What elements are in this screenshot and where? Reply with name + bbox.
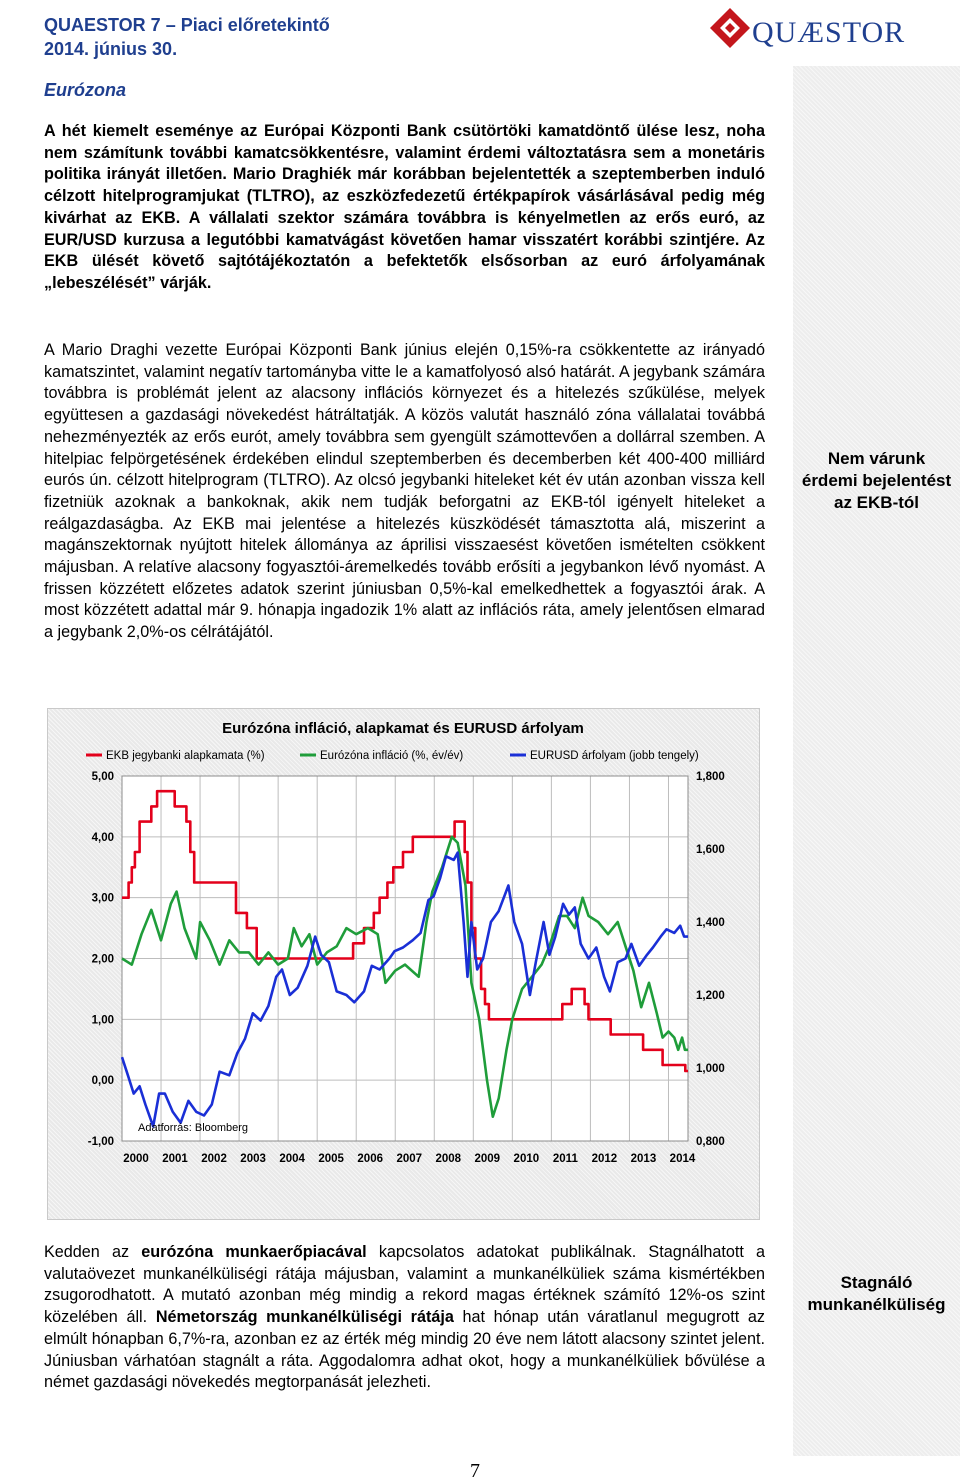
para3-bold-2: Németország munkanélküliségi rátája	[155, 1308, 454, 1327]
header-date: 2014. június 30.	[44, 39, 178, 59]
side-note-ekb: Nem várunk érdemi bejelentést az EKB-tól	[801, 449, 952, 512]
x-tick-label: 2002	[201, 1153, 227, 1165]
legend-label: EURUSD árfolyam (jobb tengely)	[530, 750, 699, 762]
y-right-tick-label: 1,600	[696, 844, 725, 856]
x-tick-label: 2011	[552, 1153, 578, 1165]
chart-container	[47, 708, 760, 1220]
x-tick-label: 2000	[123, 1153, 149, 1165]
x-tick-label: 2005	[318, 1153, 344, 1165]
para3-text-1: Kedden az	[44, 1243, 142, 1261]
y-left-tick-label: 0,00	[91, 1075, 114, 1088]
page-number: 7	[470, 1460, 480, 1482]
x-tick-label: 2009	[474, 1153, 501, 1165]
logo-mark-icon	[708, 6, 752, 56]
labour-market-paragraph	[44, 1242, 765, 1394]
para3-text-3: hat hónap után váratlanul megugrott az elmúlt hónapban 6,7%-ra, azonban ez az érték még mindig 20 éve nem látott alacsony szintet jelent. Júniusban várhatóan stagnált a ráta. Aggodalomra adhat okot, hogy a munkanélküliek bővülése a német gazdasági növekedés megtorpanását jelezheti.	[44, 1308, 765, 1392]
y-right-tick-label: 1,000	[696, 1063, 725, 1075]
legend-label: Eurózóna infláció (%, év/év)	[320, 750, 464, 762]
y-left-tick-label: 1,00	[91, 1014, 114, 1027]
side-note-unemployment: Stagnáló munkanélküliség	[807, 1273, 946, 1314]
header-title: QUAESTOR 7 – Piaci előretekintő	[44, 15, 330, 35]
y-right-tick-label: 1,800	[696, 771, 725, 783]
y-left-tick-label: 2,00	[91, 953, 114, 966]
y-left-tick-label: -1,00	[87, 1136, 114, 1148]
y-left-tick-label: 4,00	[91, 831, 114, 844]
section-title: Eurózona	[44, 80, 127, 100]
y-left-tick-label: 5,00	[91, 771, 114, 783]
chart-title: Eurózóna infláció, alapkamat és EURUSD árfolyam	[222, 720, 584, 737]
x-tick-label: 2013	[630, 1153, 657, 1165]
para3-text-2: kapcsolatos adatokat publikálnak. Stagnálhatott a valutaövezet munkanélküliségi rátája májusban, valamint a munkanélküliek száma kismértékben zsugorodhatott. A mutató azonban még mindig a rekord magas értéknek számító 12%-os szint közelében áll.	[44, 1243, 766, 1327]
x-tick-label: 2012	[591, 1153, 618, 1165]
x-tick-label: 2006	[357, 1153, 384, 1165]
y-right-tick-label: 1,400	[696, 917, 725, 929]
y-left-tick-label: 3,00	[91, 892, 114, 905]
lead-paragraph: A hét kiemelt eseménye az Európai Központi Bank csütörtöki kamatdöntő ülése lesz, noha nem számítunk további kamatcsökkentésre, valamint érdemi változtatásra sem a monetáris politika irányát illetően. Mario Draghiék már korábban bejelentették a szeptemberben induló célzott hitelprogramjukat (TLTRO), az eszközfedezetű értékpapírok vásárlásával pedig még kivárhat az EKB. A vállalati szektor számára továbbra is kényelmetlen az erős euró, az EUR/USD kurzusa a legutóbbi kamatvágást követően hamar visszatért korábbi szintjére. Az EKB ülését követő sajtótájékoztatón a befektetők elsősorban az euró árfolyamának „lebeszélését” várják.	[44, 122, 765, 292]
para3-bold-1: eurózóna munkaerőpiacával	[141, 1243, 367, 1261]
x-tick-label: 2014	[669, 1153, 696, 1165]
legend-label: EKB jegybanki alapkamata (%)	[106, 750, 265, 762]
body-paragraph: A Mario Draghi vezette Európai Központi Bank június elején 0,15%-ra csökkentette az irányadó kamatszintet, valamint negatív tartományba vitte le a kamatfolyosó alsó határát. A jegybank számára továbbra is problémát jelent az alacsony inflációs környezet és a hitelezés szűkülése, melyek együttesen a gazdasági növekedést hátráltatják. A közös valutát használó zóna vállalatai továbbá nehezményezték az erős eurót, amely továbbra sem gyengült számottevően a dollárral szemben. A hitelpiac felpörgetésének érdekében elindul szeptemberben és decemberben két 400-400 milliárd eurós ún. célzott hitelprogram (TLTRO). Az olcsó jegybanki hiteleket két év után azonban vissza kell fizetniük azoknak a bankoknak, akik nem tudják beforgatni az EKB-tól igényelt hiteleket a reálgazdaságba. Az EKB mai jelentése a hitelezés küszködését támasztotta alá, miszerint a magánszektornak nyújtott hitelek állománya az áprilisi visszaesést követően ismételten csökkent májusban. A relatíve alacsony fogyasztói-áremelkedés tovább erősíti a jegybankon lévő nyomást. A frissen közzétett előzetes adatok szerint júniusban 0,5%-kal emelkedhettek a fogyasztói árak. A most közzétett adattal már 9. hónapja ingadozik 1% alatt az inflációs ráta, amely jelentősen elmarad a jegybank 2,0%-os célrátájától.	[44, 341, 765, 642]
x-tick-label: 2003	[240, 1153, 266, 1165]
x-tick-label: 2004	[279, 1153, 305, 1165]
sidebar-panel	[793, 66, 960, 1456]
x-tick-label: 2010	[513, 1153, 540, 1165]
chart-source-note: Adatforrás: Bloomberg	[138, 1122, 249, 1134]
y-right-tick-label: 1,200	[696, 990, 725, 1002]
y-right-tick-label: 0,800	[696, 1136, 725, 1148]
company-logo	[708, 6, 908, 56]
x-tick-label: 2007	[396, 1153, 423, 1165]
inflation-rate-fx-chart	[48, 709, 759, 1219]
logo-text: QUÆSTOR	[752, 16, 906, 49]
x-tick-label: 2001	[162, 1153, 188, 1165]
x-tick-label: 2008	[435, 1153, 462, 1165]
